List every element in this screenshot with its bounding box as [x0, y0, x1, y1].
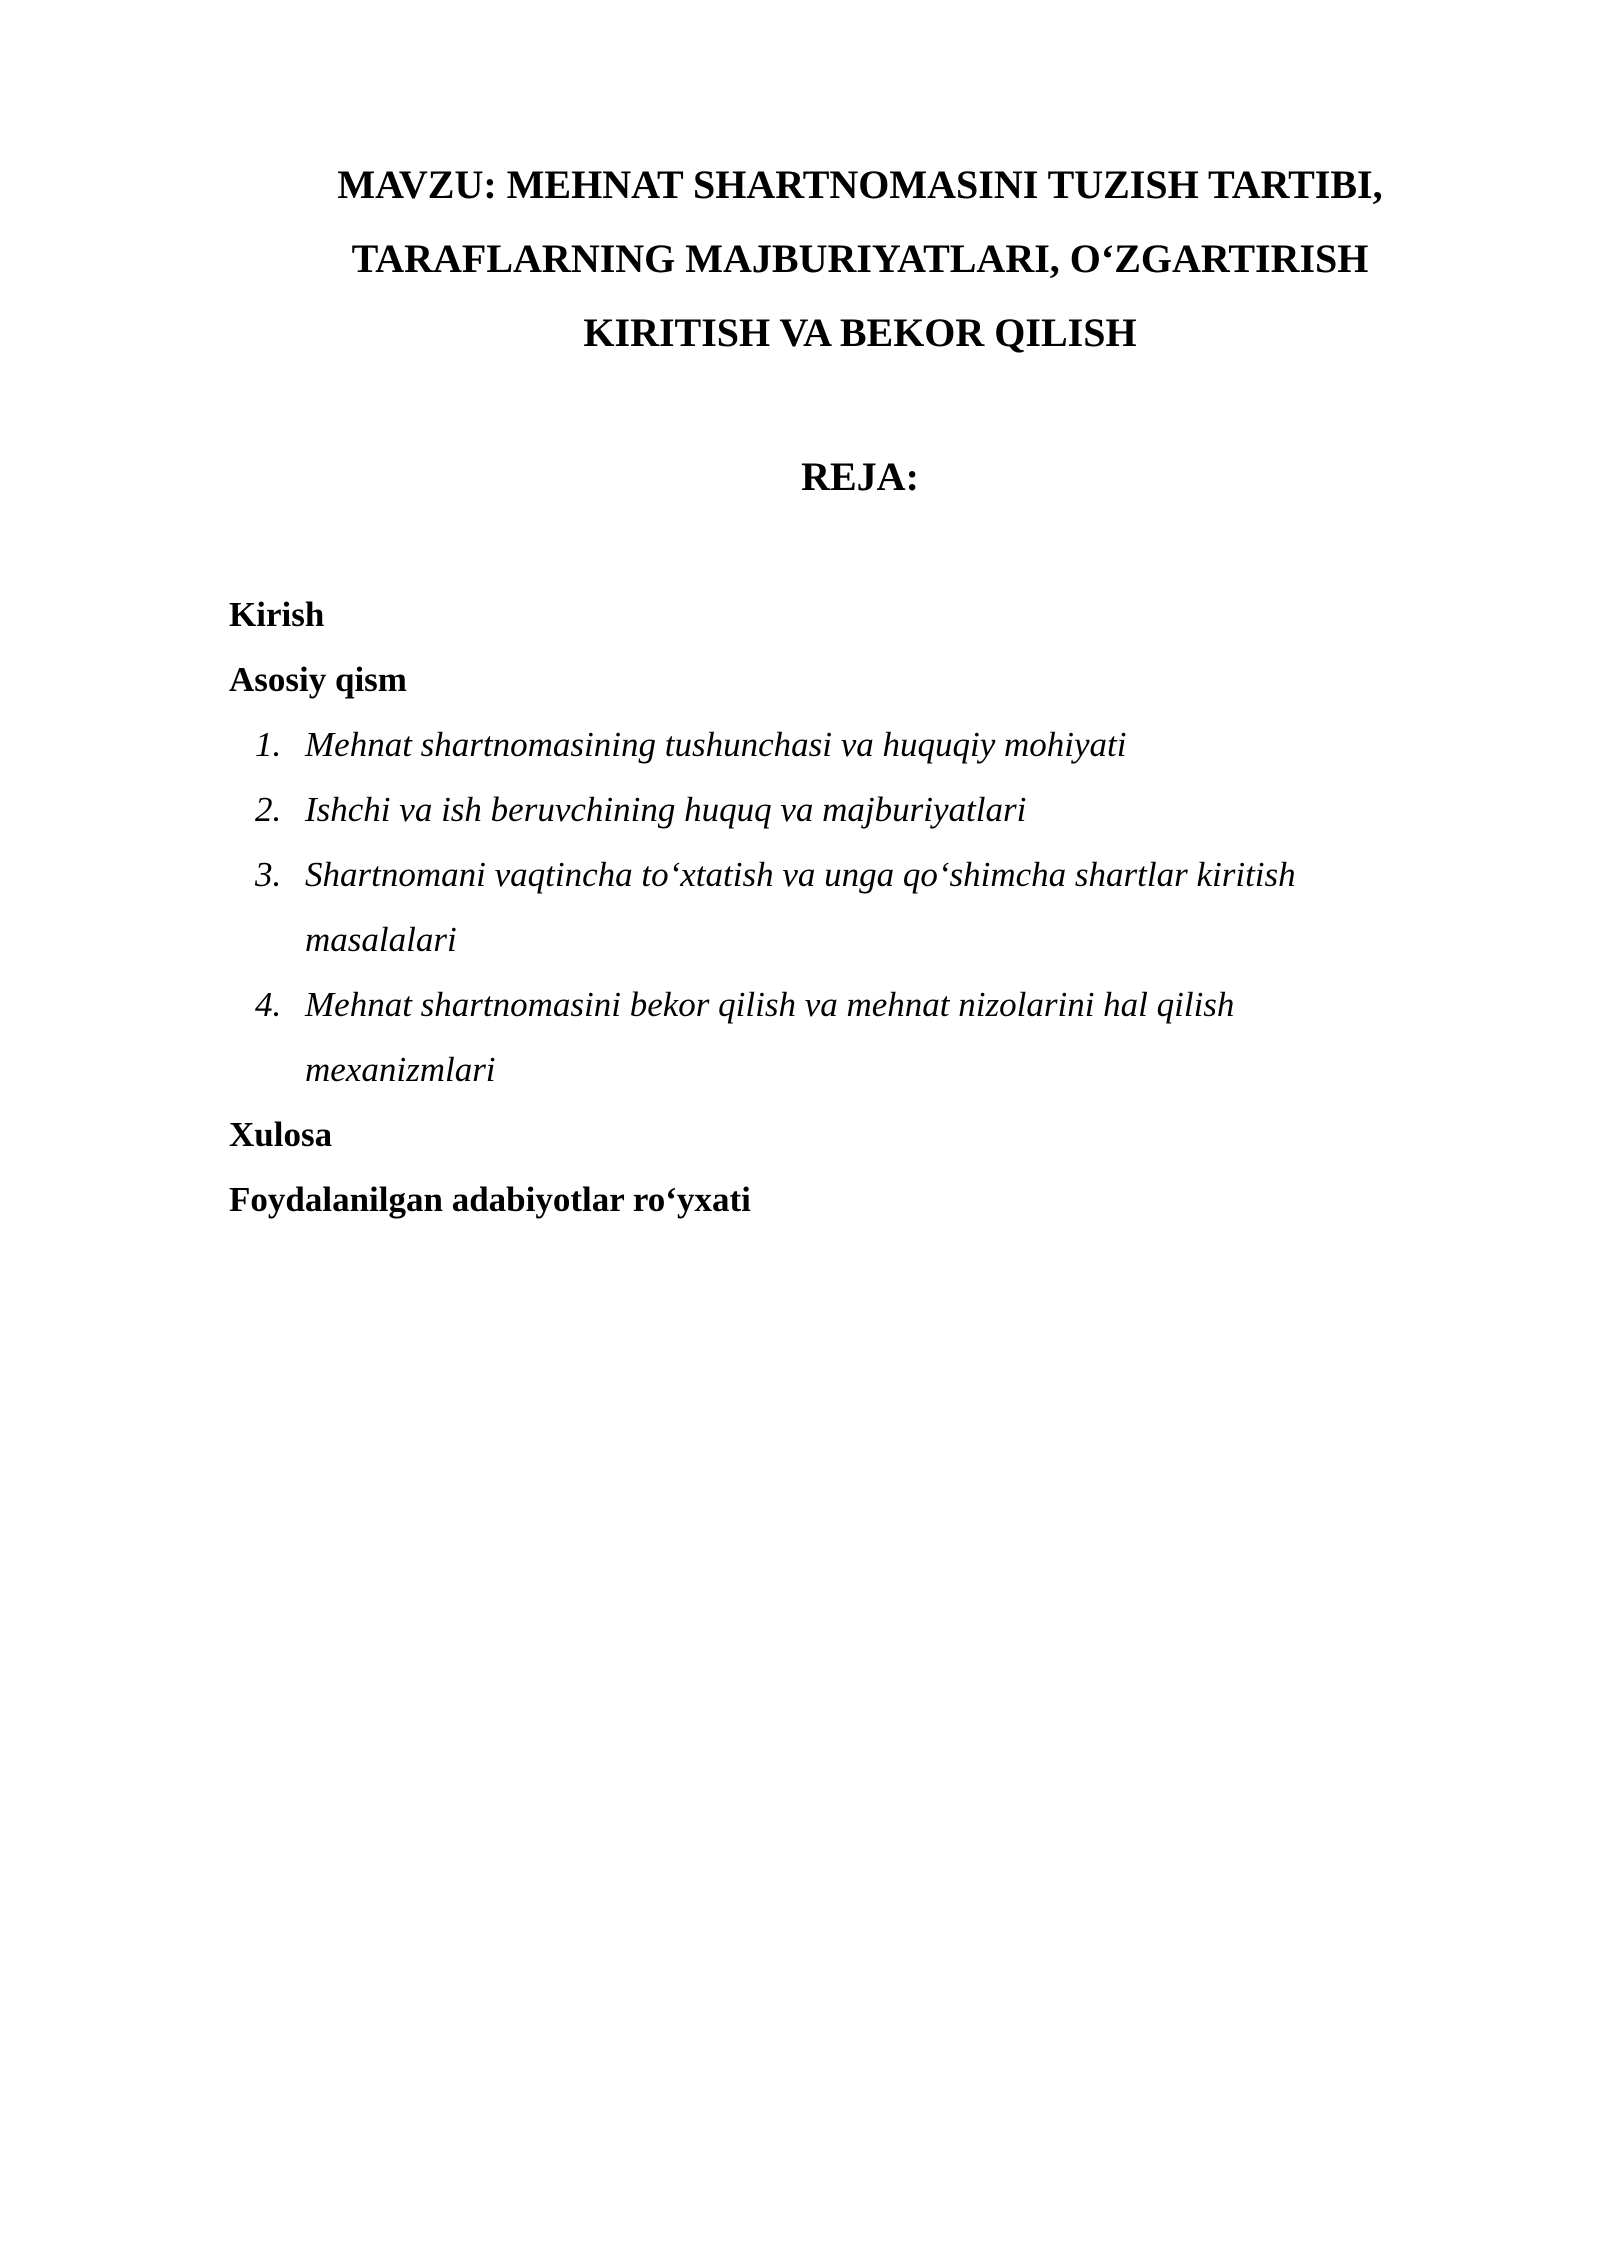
list-item-text-line: Shartnomani vaqtincha to‘xtatish va unga qo‘shimcha shartlar kiritish — [305, 855, 1296, 894]
list-item-text-line: Mehnat shartnomasini bekor qilish va mehnat nizolarini hal qilish — [305, 985, 1235, 1024]
plan-list — [229, 712, 1429, 1102]
list-item-1 — [229, 712, 1429, 777]
list-item-number: 4. — [255, 985, 282, 1024]
section-references: Foydalanilgan adabiyotlar ro‘yxati — [229, 1180, 751, 1219]
list-item-number: 3. — [255, 855, 282, 894]
list-item-text-line: masalalari — [305, 920, 457, 959]
list-item-number: 2. — [255, 790, 282, 829]
plan-outline — [229, 582, 1429, 1232]
section-intro: Kirish — [229, 595, 325, 634]
list-item-text-line: Mehnat shartnomasining tushunchasi va huquqiy mohiyati — [305, 725, 1127, 764]
list-item-number: 1. — [255, 725, 282, 764]
title-line-2: TARAFLARNING MAJBURIYATLARI, O‘ZGARTIRISH — [351, 236, 1369, 281]
plan-heading: REJA: — [801, 454, 919, 499]
list-item-2 — [229, 777, 1429, 842]
list-item-3 — [229, 842, 1429, 972]
section-main-part: Asosiy qism — [229, 660, 407, 699]
document-title — [230, 148, 1490, 370]
title-line-3: KIRITISH VA BEKOR QILISH — [583, 310, 1137, 355]
list-item-text-line: mexanizmlari — [305, 1050, 496, 1089]
section-conclusion: Xulosa — [229, 1115, 333, 1154]
list-item-4 — [229, 972, 1429, 1102]
list-item-text-line: Ishchi va ish beruvchining huquq va majburiyatlari — [305, 790, 1027, 829]
title-line-1: MAVZU: MEHNAT SHARTNOMASINI TUZISH TARTIBI, — [337, 162, 1383, 207]
